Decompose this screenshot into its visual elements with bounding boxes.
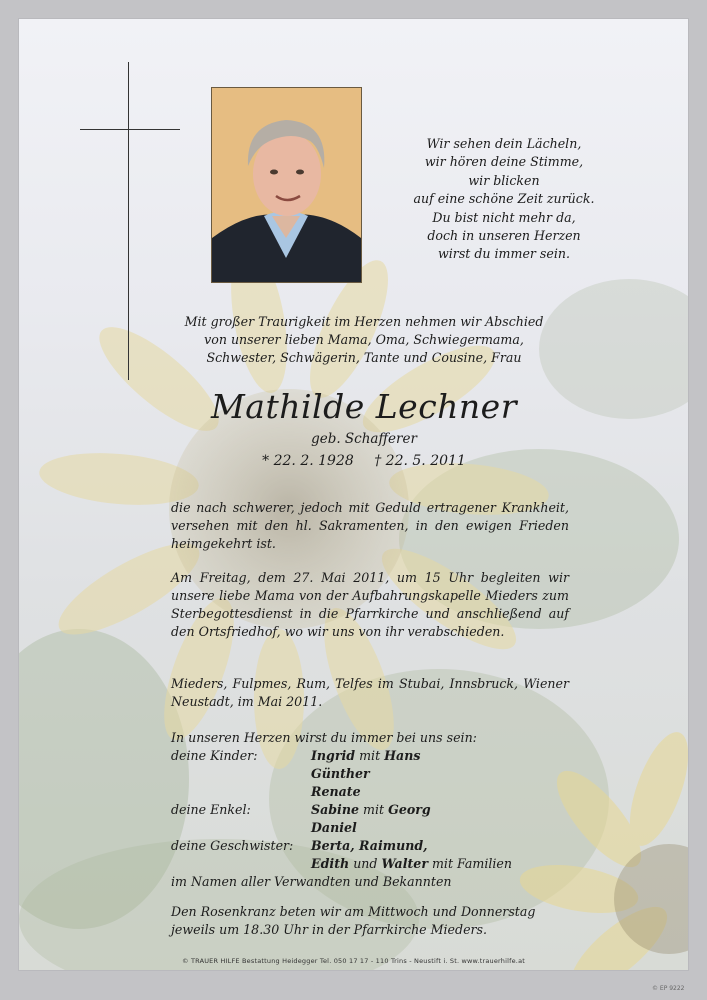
relatives-row — [171, 765, 591, 783]
poem — [384, 135, 624, 264]
empty-label — [171, 855, 311, 873]
relatives-row — [171, 819, 591, 837]
deceased-name: Mathilde Lechner — [211, 387, 517, 426]
relatives-list — [171, 729, 591, 891]
maiden-name: geb. Schafferer — [311, 431, 417, 447]
cross-vertical — [128, 62, 129, 380]
partner-name: Hans — [384, 748, 421, 763]
poem-line: Du bist nicht mehr da, — [432, 209, 576, 225]
death-date: † 22. 5. 2011 — [374, 453, 466, 469]
empty-label — [171, 783, 311, 801]
connector: mit Familien — [431, 856, 512, 871]
relatives-row — [171, 855, 591, 873]
connector: und — [353, 856, 378, 871]
child-name: Ingrid — [311, 748, 356, 763]
grandchild-name: Sabine — [311, 802, 360, 817]
children-names — [311, 747, 420, 765]
intro-line: Schwester, Schwägerin, Tante und Cousine, Frau — [206, 350, 522, 365]
grandchild-name: Daniel — [311, 820, 357, 835]
grandchildren-label: deine Enkel: — [171, 802, 251, 817]
intro-line: Mit großer Traurigkeit im Herzen nehmen wir Abschied — [184, 314, 544, 329]
relatives-row — [171, 801, 591, 819]
child-name: Günther — [311, 766, 370, 781]
poem-line: doch in unseren Herzen — [427, 228, 581, 244]
empty-label — [171, 819, 311, 837]
poem-line: auf eine schöne Zeit zurück. — [413, 191, 595, 207]
connector: mit — [359, 748, 381, 763]
relatives-row — [171, 837, 591, 855]
footer-imprint: © TRAUER HILFE Bestattung Heidegger Tel. 050 17 17 - 110 Trins - Neustift i. St. www.trauerhilfe.at — [181, 957, 526, 965]
poem-line: wir hören deine Stimme, — [424, 154, 584, 170]
empty-label — [171, 765, 311, 783]
rosary-notice: Den Rosenkranz beten wir am Mittwoch und Donnerstag jeweils um 18.30 Uhr in der Pfarrkirche Mieders. — [171, 904, 536, 937]
closing-line: im Namen aller Verwandten und Bekannten — [171, 874, 452, 889]
sibling-name: Edith — [311, 856, 350, 871]
cross-horizontal — [80, 129, 180, 130]
relatives-row — [171, 783, 591, 801]
birth-date: * 22. 2. 1928 — [262, 453, 354, 469]
child-name: Renate — [311, 784, 361, 799]
relatives-intro: In unseren Herzen wirst du immer bei uns sein: — [171, 730, 477, 745]
sibling-names — [311, 855, 512, 873]
poem-line: wir blicken — [468, 172, 540, 188]
sibling-name: Walter — [381, 856, 428, 871]
portrait-photo — [211, 87, 362, 283]
poem-line: Wir sehen dein Lächeln, — [426, 136, 582, 151]
portrait-illustration — [212, 88, 361, 282]
intro-text — [149, 313, 579, 367]
paragraph-funeral: Am Freitag, dem 27. Mai 2011, um 15 Uhr begleiten wir unsere liebe Mama von der Aufbahrungskapelle Mieders zum Sterbegottesdienst in die Pfarrkirche und anschließend auf den Ortsfriedhof, wo wir uns von ihr verabschieden. — [171, 570, 569, 639]
partner-name: Georg — [388, 802, 431, 817]
obituary-card — [19, 19, 688, 970]
connector: mit — [363, 802, 385, 817]
paragraph-places: Mieders, Fulpmes, Rum, Telfes im Stubai, Innsbruck, Wiener Neustadt, im Mai 2011. — [171, 676, 569, 709]
document-code: © EP 9222 — [652, 985, 685, 992]
poem-line: wirst du immer sein. — [438, 246, 570, 262]
grandchildren-names — [311, 801, 431, 819]
life-dates — [149, 453, 579, 469]
paragraph-passing: die nach schwerer, jedoch mit Geduld ertragener Krankheit, versehen mit den hl. Sakramenten, in den ewigen Frieden heimgekehrt ist. — [171, 500, 569, 551]
siblings-label: deine Geschwister: — [171, 838, 294, 853]
relatives-row — [171, 747, 591, 765]
intro-line: von unserer lieben Mama, Oma, Schwiegermama, — [204, 332, 524, 347]
children-label: deine Kinder: — [171, 748, 258, 763]
sibling-names: Berta, Raimund, — [311, 838, 428, 853]
